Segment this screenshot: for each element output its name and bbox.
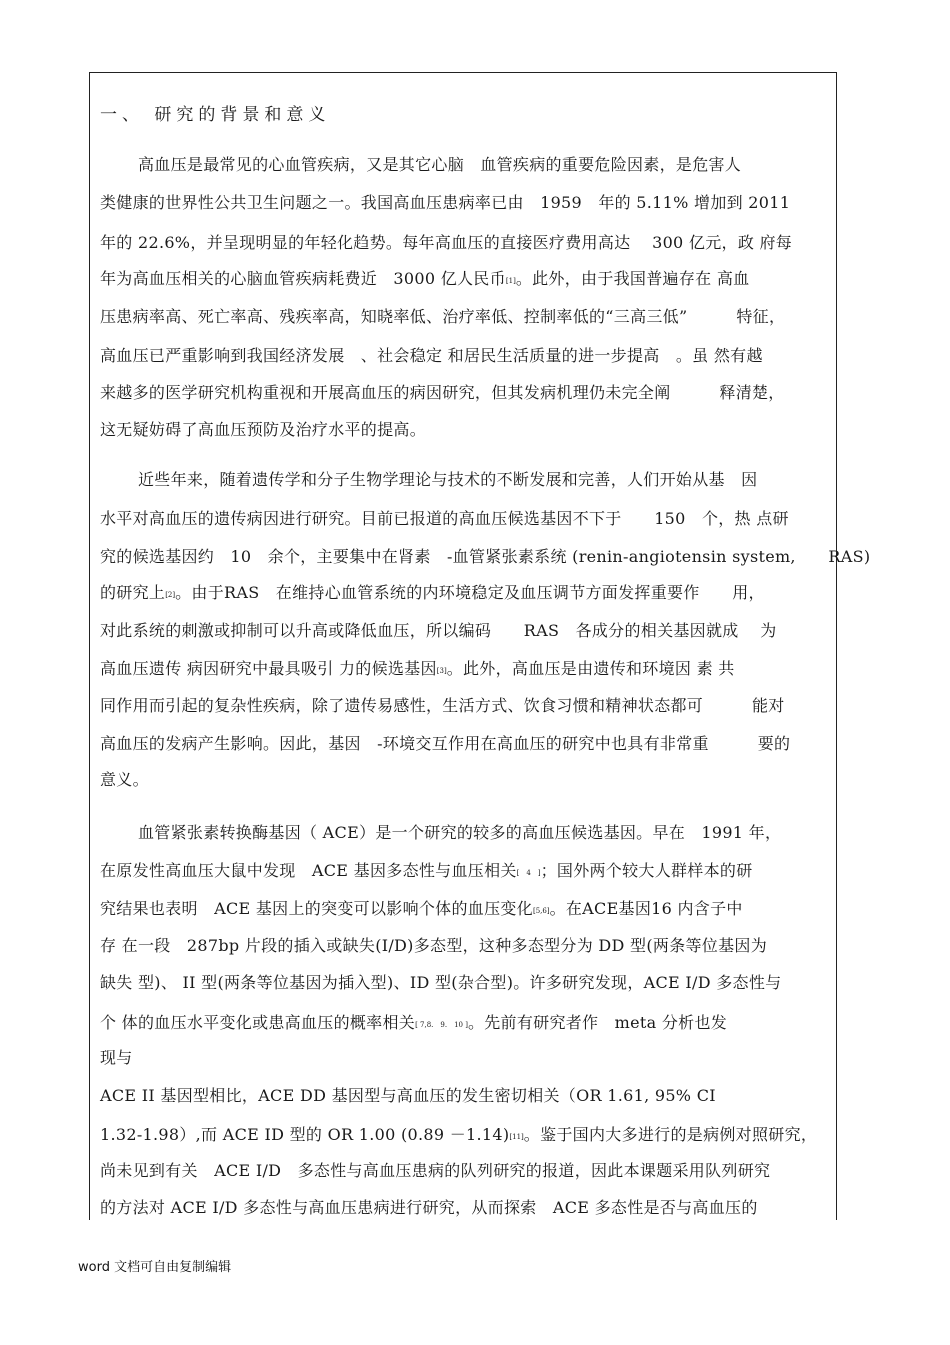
p2-line: 意义。 (100, 770, 149, 789)
p1-line: 高血压是最常见的心血管疾病，又是其它心脑 血管疾病的重要危险因素，是危害人 (138, 155, 742, 174)
p2-line: 高血压遗传 病因研究中最具吸引 力的候选基因[3]。此外，高血压是由遗传和环境因 素 共 (100, 659, 735, 678)
p3-line: 个 体的血压水平变化或患高血压的概率相关[ 7,8. 9. 10 ]。先前有研究者作 meta 分析也发 (100, 1013, 728, 1032)
p1-line: 年的 22.6%，并呈现明显的年轻化趋势。每年高血压的直接医疗费用高达 300 亿元，政 府每 (100, 233, 793, 252)
p3-line: 现与 (100, 1048, 133, 1067)
p1-line: 来越多的医学研究机构重视和开展高血压的病因研究，但其发病机理仍未完全阐 释清楚， (100, 383, 785, 402)
p3-line: 究结果也表明 ACE 基因上的突变可以影响个体的血压变化[5,6]。在ACE基因16 内含子中 (100, 899, 743, 918)
p3-line: 缺失 型)、 II 型(两条等位基因为插入型)、ID 型(杂合型)。许多研究发现，ACE I/D 多态性与 (100, 973, 782, 992)
citation: [ 4 ] (516, 869, 541, 877)
p3-line: 1.32-1.98）,而 ACE ID 型的 OR 1.00 (0.89 －1.14)[11]。鉴于国内大多进行的是病例对照研究， (100, 1125, 818, 1144)
p3-line: 存 在一段 287bp 片段的插入或缺失(I/D)多态型，这种多态型分为 DD 型(两条等位基因为 (100, 936, 767, 955)
p3-line: 血管紧张素转换酶基因（ ACE）是一个研究的较多的高血压候选基因。早在 1991 年， (138, 823, 782, 842)
p1-line: 压患病率高、死亡率高、残疾率高，知晓率低、治疗率低、控制率低的“三高三低” 特征， (100, 307, 786, 326)
p1-line: 年为高血压相关的心脑血管疾病耗费近 3000 亿人民币[1]。此外，由于我国普遍存在 高血 (100, 269, 750, 288)
citation: [1] (505, 277, 516, 285)
p2-line: 同作用而引起的复杂性疾病，除了遗传易感性，生活方式、饮食习惯和精神状态都可 能对 (100, 696, 785, 715)
p3-line: 尚未见到有关 ACE I/D 多态性与高血压患病的队列研究的报道，因此本课题采用队列研究 (100, 1161, 771, 1180)
p3-line: ACE II 基因型相比，ACE DD 基因型与高血压的发生密切相关（OR 1.61, 95% CI (100, 1086, 716, 1105)
citation: [11] (509, 1133, 524, 1141)
section-heading: 一、 研究的背景和意义 (100, 105, 331, 125)
p3-line: 的方法对 ACE I/D 多态性与高血压患病进行研究，从而探索 ACE 多态性是否与高血压的 (100, 1198, 758, 1217)
p2-line: 的研究上[2]。由于RAS 在维持心血管系统的内环境稳定及血压调节方面发挥重要作 用， (100, 583, 765, 602)
p1-line: 高血压已严重影响到我国经济发展 、社会稳定 和居民生活质量的进一步提高 。虽 然有越 (100, 346, 763, 365)
citation: [3] (436, 667, 447, 675)
p1-line: 这无疑妨碍了高血压预防及治疗水平的提高。 (100, 420, 427, 439)
p1-line: 类健康的世界性公共卫生问题之一。我国高血压患病率已由 1959 年的 5.11% 增加到 2011 (100, 193, 791, 212)
page-footer: word 文档可自由复制编辑 (78, 1260, 232, 1275)
p2-line: 高血压的发病产生影响。因此，基因 -环境交互作用在高血压的研究中也具有非常重 要的 (100, 734, 791, 753)
citation: [ 7,8. 9. 10 ] (415, 1021, 468, 1029)
p2-line: 究的候选基因约 10 余个，主要集中在肾素 -血管紧张素系统 (renin-angiotensin system, RAS) (100, 547, 871, 566)
p2-line: 水平对高血压的遗传病因进行研究。目前已报道的高血压候选基因不下于 150 个，热 点研 (100, 509, 789, 528)
p2-line: 对此系统的刺激或抑制可以升高或降低血压，所以编码 RAS 各成分的相关基因就成 为 (100, 621, 777, 640)
citation: [5,6] (532, 907, 550, 915)
citation: [2] (165, 591, 176, 599)
p3-line: 在原发性高血压大鼠中发现 ACE 基因多态性与血压相关[ 4 ]；国外两个较大人群样本的研 (100, 861, 753, 880)
p2-line: 近些年来，随着遗传学和分子生物学理论与技术的不断发展和完善，人们开始从基 因 (138, 470, 758, 489)
